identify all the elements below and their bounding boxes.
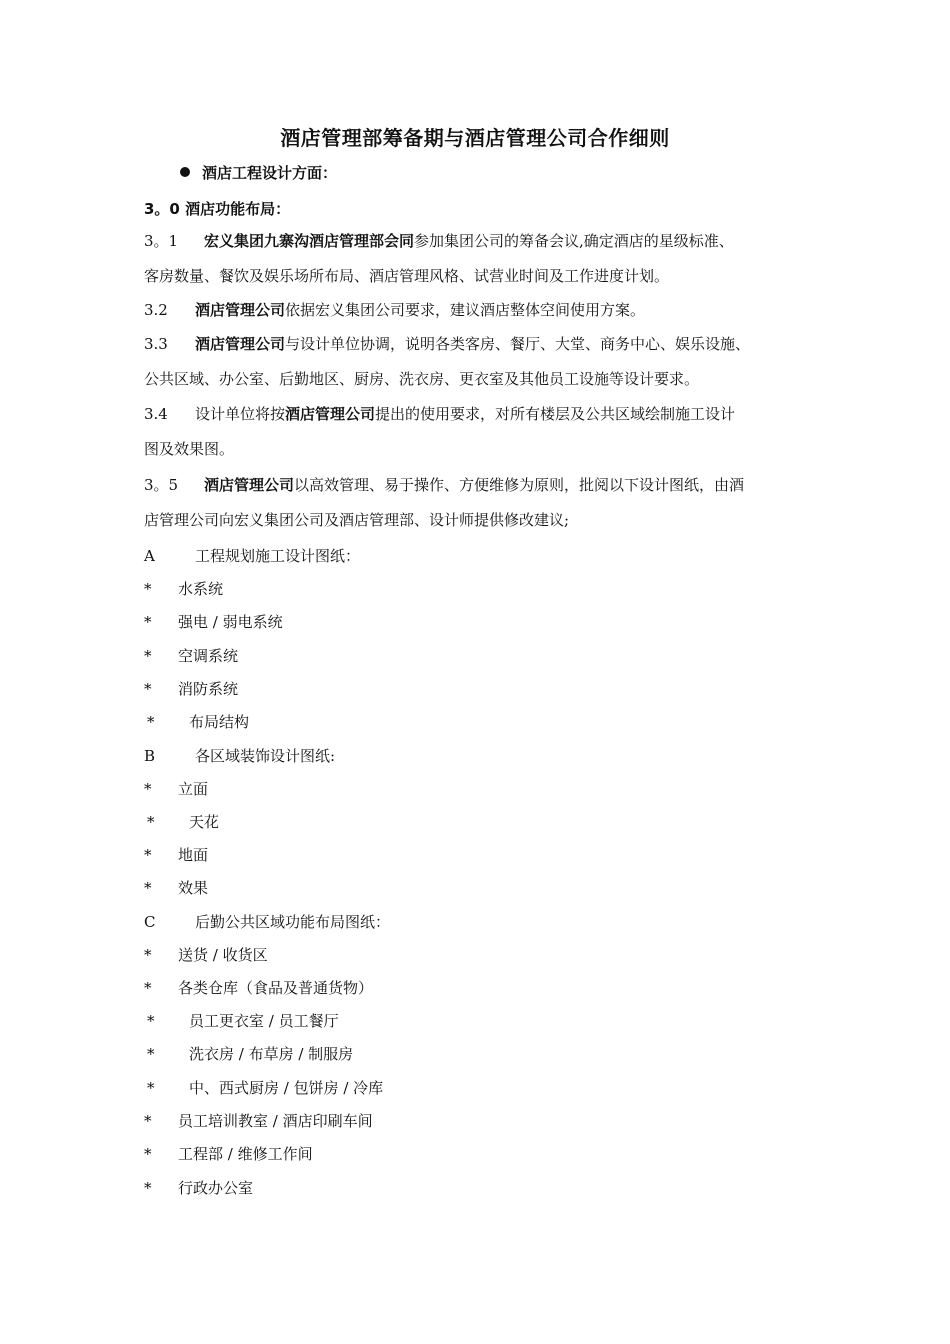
- section-heading: 3。0 酒店功能布局：: [144, 200, 291, 218]
- bullet-heading: 酒店工程设计方面：: [180, 163, 337, 183]
- list-item: * 天花: [147, 813, 220, 831]
- group-c-heading: C 后勤公共区域功能布局图纸：: [144, 913, 391, 931]
- list-item: * 中、西式厨房 / 包饼房 / 冷库: [147, 1079, 384, 1097]
- list-item: * 空调系统: [144, 647, 239, 665]
- paragraph-3-4-cont: 图及效果图。: [144, 440, 235, 458]
- list-item: * 效果: [144, 879, 209, 897]
- group-b-heading: B 各区域装饰设计图纸:: [144, 747, 336, 765]
- paragraph-3-3: 3.3 酒店管理公司与设计单位协调，说明各类客房、餐厅、大堂、商务中心、娱乐设施、: [144, 335, 751, 353]
- list-item: * 员工培训教室 / 酒店印刷车间: [144, 1112, 373, 1130]
- paragraph-3-1: 3。1 宏义集团九寨沟酒店管理部会同参加集团公司的筹备会议,确定酒店的星级标准、: [144, 232, 734, 250]
- list-item: * 水系统: [144, 580, 224, 598]
- list-item: * 员工更衣室 / 员工餐厅: [147, 1012, 339, 1030]
- paragraph-3-1-cont: 客房数量、餐饮及娱乐场所布局、酒店管理风格、试营业时间及工作进度计划。: [144, 267, 670, 285]
- paragraph-3-4: 3.4 设计单位将按酒店管理公司提出的使用要求，对所有楼层及公共区域绘制施工设计: [144, 405, 736, 423]
- list-item: * 各类仓库（食品及普通货物）: [144, 979, 374, 997]
- bullet-icon: [180, 167, 190, 177]
- list-item: * 行政办公室: [144, 1179, 254, 1197]
- paragraph-3-5-cont: 店管理公司向宏义集团公司及酒店管理部、设计师提供修改建议;: [144, 511, 570, 529]
- paragraph-3-3-cont: 公共区域、办公室、后勤地区、厨房、洗衣房、更衣室及其他员工设施等设计要求。: [144, 370, 700, 388]
- list-item: * 洗衣房 / 布草房 / 制服房: [147, 1045, 354, 1063]
- document-title: 酒店管理部筹备期与酒店管理公司合作细则: [280, 126, 670, 150]
- list-item: * 送货 / 收货区: [144, 946, 268, 964]
- paragraph-3-5: 3。5 酒店管理公司以高效管理、易于操作、方便维修为原则，批阅以下设计图纸，由酒: [144, 476, 745, 494]
- list-item: * 工程部 / 维修工作间: [144, 1145, 313, 1163]
- list-item: * 强电 / 弱电系统: [144, 613, 283, 631]
- paragraph-3-2: 3.2 酒店管理公司依据宏义集团公司要求，建议酒店整体空间使用方案。: [144, 301, 646, 319]
- list-item: * 布局结构: [147, 713, 250, 731]
- list-item: * 立面: [144, 780, 209, 798]
- list-item: * 地面: [144, 846, 209, 864]
- group-a-heading: A 工程规划施工设计图纸：: [144, 547, 361, 565]
- list-item: * 消防系统: [144, 680, 239, 698]
